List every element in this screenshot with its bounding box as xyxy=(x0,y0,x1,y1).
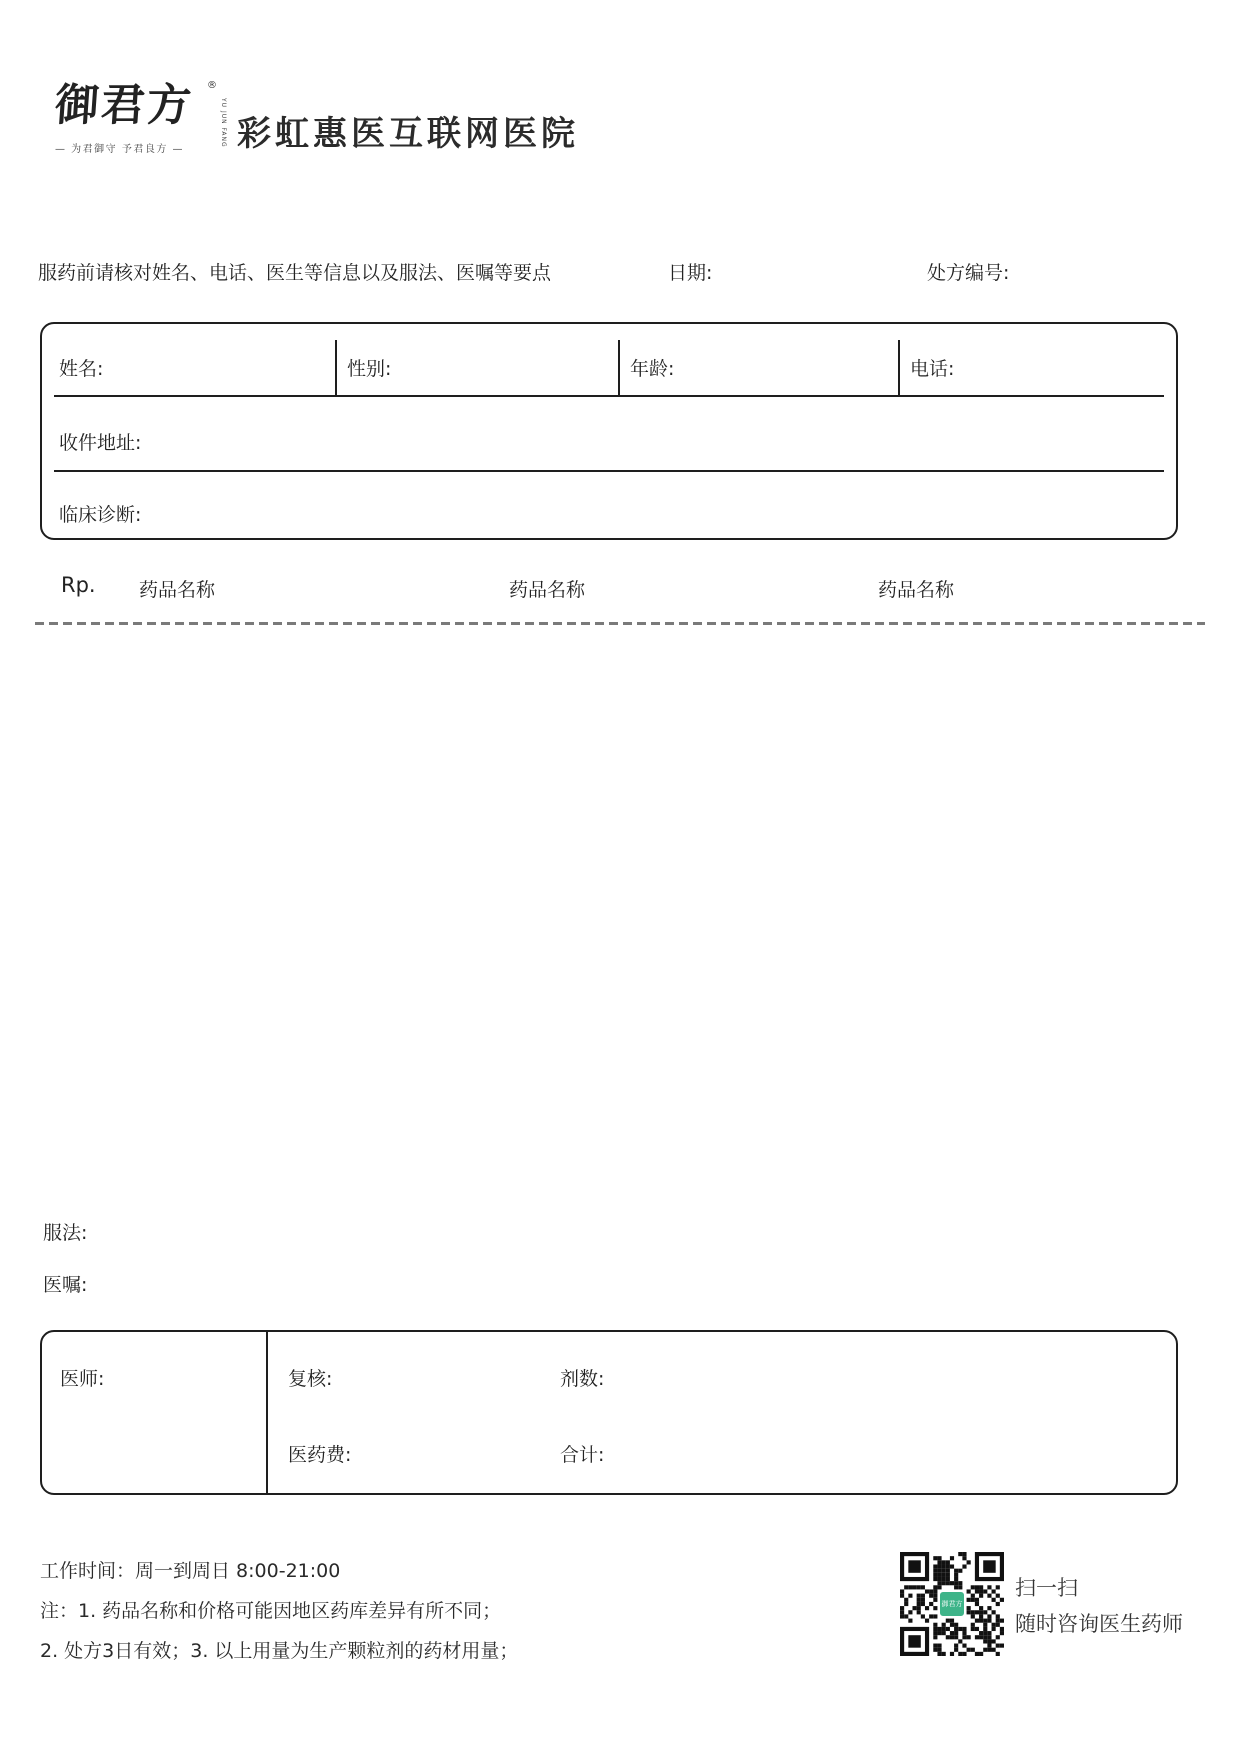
diagnosis-field-label: 临床诊断: xyxy=(59,504,142,526)
qr-code xyxy=(900,1552,1004,1656)
physician-field-label: 医师: xyxy=(60,1368,105,1390)
column-divider xyxy=(618,340,620,395)
doses-field-label: 剂数: xyxy=(560,1368,605,1390)
patient-info-box xyxy=(40,322,1178,540)
signoff-box xyxy=(40,1330,1178,1495)
brand-logo-pinyin: YU JUN FANG xyxy=(220,98,227,148)
name-field-label: 姓名: xyxy=(59,358,104,380)
notice-row xyxy=(0,258,1240,284)
column-divider xyxy=(335,340,337,395)
total-field-label: 合计: xyxy=(560,1444,605,1466)
working-hours: 工作时间：周一到周日 8:00-21:00 xyxy=(40,1560,341,1582)
rp-header-row xyxy=(0,573,1240,599)
age-field-label: 年龄: xyxy=(630,358,675,380)
hospital-title: 彩虹惠医互联网医院 xyxy=(237,114,579,154)
brand-logo-main xyxy=(53,80,227,148)
usage-field-label: 服法: xyxy=(43,1222,88,1244)
brand-logo xyxy=(53,80,227,155)
qr-center-logo: 御君方 xyxy=(938,1590,966,1618)
row-divider xyxy=(54,470,1164,472)
footer-note-1: 注：1. 药品名称和价格可能因地区药库差异有所不同； xyxy=(40,1600,502,1622)
review-field-label: 复核: xyxy=(288,1368,333,1390)
scan-subtitle: 随时咨询医生药师 xyxy=(1015,1612,1183,1636)
scan-label: 扫一扫 xyxy=(1015,1576,1078,1600)
verification-notice: 服药前请核对姓名、电话、医生等信息以及服法、医嘱等要点 xyxy=(38,262,552,284)
brand-tagline: — 为君御守 予君良方 — xyxy=(55,144,185,155)
dashed-divider xyxy=(35,622,1205,625)
date-label: 日期: xyxy=(668,262,713,284)
doctor-advice-field-label: 医嘱: xyxy=(43,1274,88,1296)
column-divider xyxy=(898,340,900,395)
column-divider xyxy=(266,1332,268,1493)
rp-label: Rp. xyxy=(61,573,96,597)
row-divider xyxy=(54,395,1164,397)
address-field-label: 收件地址: xyxy=(59,432,142,454)
drug-name-column-header: 药品名称 xyxy=(139,579,216,601)
registered-trademark-icon: ® xyxy=(207,80,217,91)
footer-note-2: 2. 处方3日有效；3. 以上用量为生产颗粒剂的药材用量； xyxy=(40,1640,519,1662)
gender-field-label: 性别: xyxy=(347,358,392,380)
drug-name-column-header: 药品名称 xyxy=(509,579,586,601)
brand-logo-text: 御君方 xyxy=(53,80,195,131)
drug-name-column-header: 药品名称 xyxy=(878,579,955,601)
phone-field-label: 电话: xyxy=(910,358,955,380)
prescription-number-label: 处方编号: xyxy=(927,262,1010,284)
medical-fee-field-label: 医药费: xyxy=(288,1444,352,1466)
